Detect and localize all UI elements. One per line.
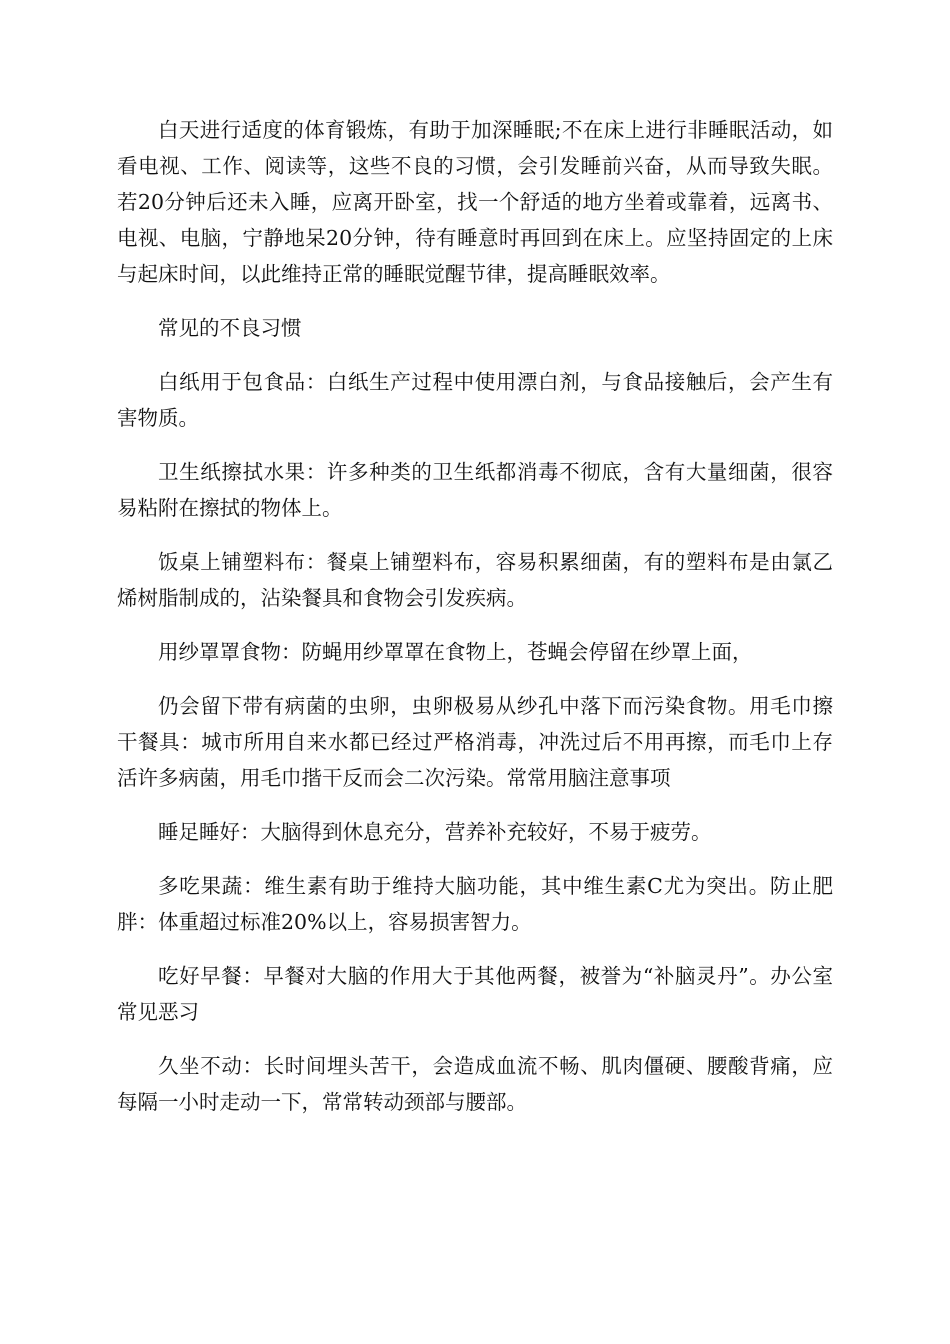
paragraph-breakfast: 吃好早餐：早餐对大脑的作用大于其他两餐，被誉为“补脑灵丹”。办公室常见恶习 bbox=[117, 964, 833, 1024]
paragraph-tissue-fruit: 卫生纸擦拭水果：许多种类的卫生纸都消毒不彻底，含有大量细菌，很容易粘附在擦拭的物体上。 bbox=[117, 460, 833, 520]
paragraph-towel-dishes: 仍会留下带有病菌的虫卵，虫卵极易从纱孔中落下而污染食物。用毛巾擦干餐具：城市所用自来水都已经过严格消毒，冲洗过后不用再擦，而毛巾上存活许多病菌，用毛巾揩干反而会二次污染。常常用脑注意事项 bbox=[117, 694, 833, 790]
paragraph-gauze-cover: 用纱罩罩食物：防蝇用纱罩罩在食物上，苍蝇会停留在纱罩上面， bbox=[158, 640, 753, 664]
paragraph-sleep-well: 睡足睡好：大脑得到休息充分，营养补充较好，不易于疲劳。 bbox=[158, 820, 712, 844]
paragraph-plastic-tablecloth: 饭桌上铺塑料布：餐桌上铺塑料布，容易积累细菌，有的塑料布是由氯乙烯树脂制成的，沾染餐具和食物会引发疾病。 bbox=[117, 550, 833, 610]
document-body bbox=[117, 112, 833, 1138]
paragraph-sitting-still: 久坐不动：长时间埋头苦干，会造成血流不畅、肌肉僵硬、腰酸背痛，应每隔一小时走动一下，常常转动颈部与腰部。 bbox=[117, 1054, 833, 1114]
paragraph-sleep-advice: 白天进行适度的体育锻炼，有助于加深睡眠;不在床上进行非睡眠活动，如看电视、工作、阅读等，这些不良的习惯，会引发睡前兴奋，从而导致失眠。若20分钟后还未入睡，应离开卧室，找一个舒适的地方坐着或靠着，远离书、电视、电脑，宁静地呆20分钟，待有睡意时再回到在床上。应坚持固定的上床与起床时间，以此维持正常的睡眠觉醒节律，提高睡眠效率。 bbox=[117, 118, 833, 286]
paragraph-white-paper: 白纸用于包食品：白纸生产过程中使用漂白剂，与食品接触后，会产生有害物质。 bbox=[117, 370, 833, 430]
paragraph-fruits-vegetables: 多吃果蔬：维生素有助于维持大脑功能，其中维生素C尤为突出。防止肥胖：体重超过标准20%以上，容易损害智力。 bbox=[117, 874, 833, 934]
section-heading-bad-habits: 常见的不良习惯 bbox=[158, 316, 302, 340]
